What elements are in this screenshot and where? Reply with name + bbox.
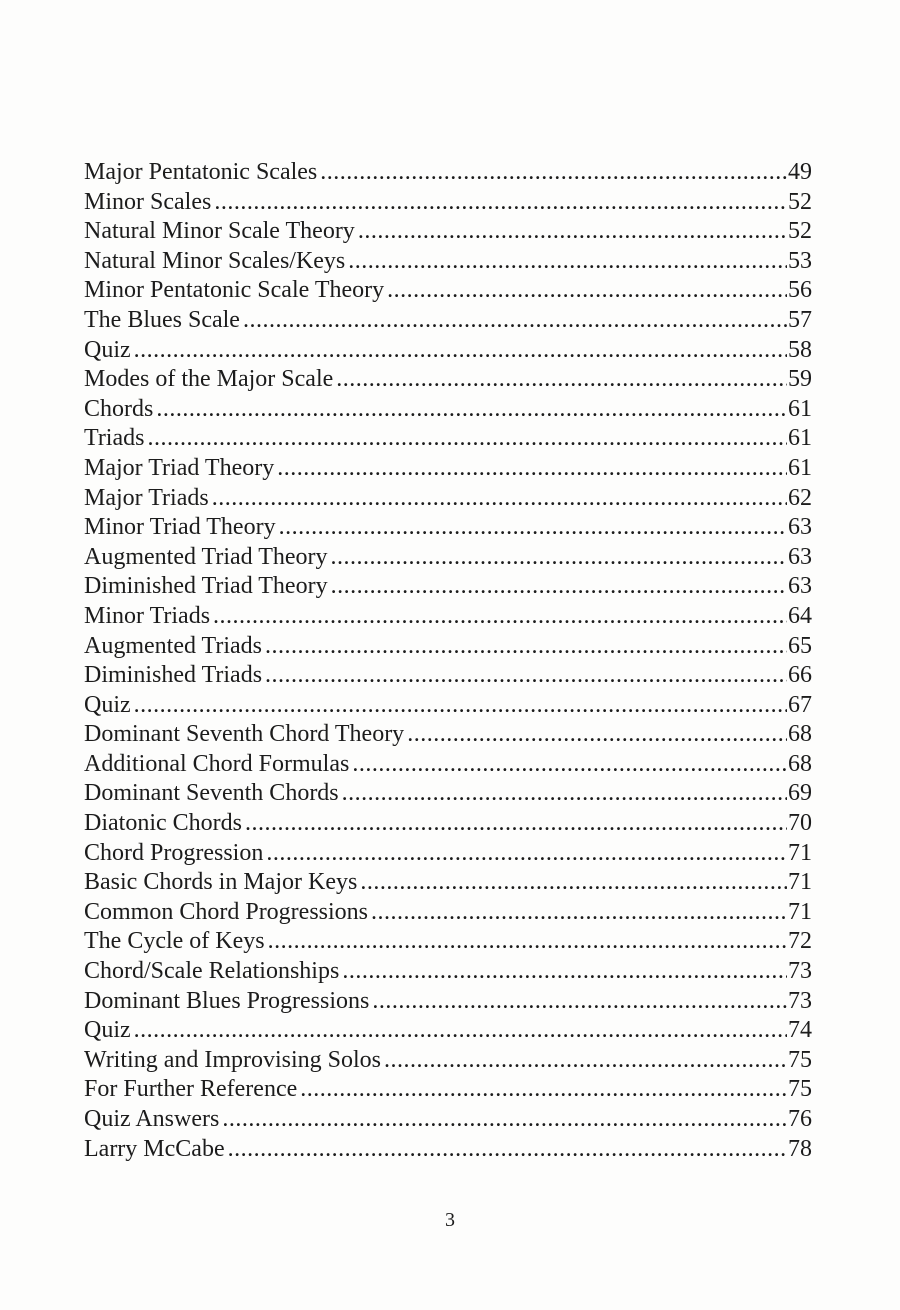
dot-leader — [266, 839, 787, 869]
toc-entry — [84, 543, 812, 573]
toc-entry-title: Major Pentatonic Scales — [84, 159, 318, 185]
dot-leader — [336, 365, 787, 395]
dot-leader — [407, 720, 787, 750]
toc-entry — [84, 868, 812, 898]
dot-leader — [279, 513, 787, 543]
toc-entry-page: 71 — [788, 839, 812, 866]
toc-entry — [84, 691, 812, 721]
toc-entry-title: Minor Pentatonic Scale Theory — [84, 277, 385, 304]
dot-leader — [320, 158, 787, 188]
toc-entry-title: Modes of the Major Scale — [84, 366, 334, 393]
toc-entry-page: 71 — [788, 898, 812, 925]
dot-leader — [265, 632, 787, 662]
toc-entry — [84, 306, 812, 336]
toc-entry — [84, 839, 812, 869]
toc-entry — [84, 927, 812, 957]
toc-entry-title: Major Triad Theory — [84, 454, 275, 481]
toc-entry-title: Major Triads — [84, 484, 209, 511]
toc-entry-title: Common Chord Progressions — [84, 898, 369, 925]
toc-entry-page: 61 — [788, 454, 812, 481]
toc-entry-title: Quiz — [84, 691, 131, 718]
toc-entry-page: 63 — [788, 573, 812, 600]
toc-entry-title: Natural Minor Scale Theory — [84, 218, 355, 245]
toc-entry — [84, 987, 812, 1017]
toc-entry-page: 62 — [788, 484, 812, 511]
toc-entry-page: 75 — [788, 1046, 812, 1073]
toc-entry — [84, 1046, 812, 1076]
toc-entry-page: 73 — [788, 987, 812, 1014]
dot-leader — [156, 395, 787, 425]
toc-entry-title: Basic Chords in Major Keys — [84, 869, 358, 896]
toc-entry — [84, 572, 812, 602]
toc-entry-page: 63 — [788, 514, 812, 541]
toc-entry-title: Triads — [84, 425, 145, 452]
toc-entry-page: 76 — [788, 1106, 812, 1132]
toc-entry-title: Diminished Triad Theory — [84, 573, 328, 600]
dot-leader — [342, 957, 787, 987]
toc-entry-title: Quiz — [84, 336, 131, 363]
dot-leader — [134, 691, 787, 721]
toc-entry-title: Additional Chord Formulas — [84, 750, 350, 777]
toc-entry — [84, 632, 812, 662]
toc-entry — [84, 720, 812, 750]
toc-entry — [84, 1135, 812, 1165]
toc-entry-page: 68 — [788, 721, 812, 748]
toc-entry-page: 69 — [788, 780, 812, 807]
dot-leader — [342, 779, 787, 809]
toc-entry-page: 70 — [788, 810, 812, 837]
toc-entry-title: Chord Progression — [84, 839, 264, 866]
toc-entry-title: Minor Scales — [84, 188, 212, 215]
toc-entry-title: Minor Triads — [84, 602, 211, 629]
toc-entry-title: Chord/Scale Relationships — [84, 958, 340, 985]
toc-entry-title: Dominant Seventh Chords — [84, 780, 339, 807]
toc-entry-page: 71 — [788, 869, 812, 896]
toc-entry-title: Natural Minor Scales/Keys — [84, 247, 346, 274]
toc-entry-page: 58 — [788, 336, 812, 363]
toc-entry-page: 73 — [788, 958, 812, 985]
toc-entry — [84, 602, 812, 632]
dot-leader — [245, 809, 787, 839]
dot-leader — [371, 898, 787, 928]
toc-entry-page: 67 — [788, 691, 812, 718]
toc-entry-page: 68 — [788, 750, 812, 777]
toc-entry — [84, 484, 812, 514]
dot-leader — [214, 188, 787, 218]
dot-leader — [243, 306, 787, 336]
toc-entry — [84, 809, 812, 839]
toc-entry — [84, 779, 812, 809]
dot-leader — [134, 1016, 787, 1046]
toc-entry-title: Augmented Triads — [84, 632, 263, 659]
dot-leader — [358, 217, 787, 247]
toc-entry — [84, 424, 812, 454]
table-of-contents — [84, 158, 812, 1164]
toc-entry — [84, 957, 812, 987]
toc-entry-page: 59 — [788, 366, 812, 393]
toc-entry-page: 61 — [788, 425, 812, 452]
toc-entry-title: Quiz Answers — [84, 1106, 220, 1132]
toc-entry-page: 72 — [788, 928, 812, 955]
toc-entry-page: 56 — [788, 277, 812, 304]
dot-leader — [147, 424, 787, 454]
toc-entry-page: 78 — [788, 1135, 812, 1162]
dot-leader — [213, 602, 787, 632]
toc-entry — [84, 661, 812, 691]
toc-entry — [84, 188, 812, 218]
toc-entry-title: Larry McCabe — [84, 1135, 225, 1162]
toc-entry-title: Augmented Triad Theory — [84, 543, 328, 570]
toc-entry-title: Quiz — [84, 1017, 131, 1044]
toc-entry-title: Minor Triad Theory — [84, 514, 276, 541]
dot-leader — [268, 927, 787, 957]
toc-entry-page: 52 — [788, 218, 812, 245]
toc-entry-page: 57 — [788, 306, 812, 333]
dot-leader — [372, 987, 787, 1017]
toc-entry-title: For Further Reference — [84, 1076, 298, 1103]
dot-leader — [348, 247, 787, 277]
toc-entry-page: 49 — [788, 159, 812, 185]
toc-entry — [84, 898, 812, 928]
toc-entry-page: 65 — [788, 632, 812, 659]
toc-entry-title: Diatonic Chords — [84, 810, 242, 837]
toc-entry-title: The Blues Scale — [84, 306, 240, 333]
toc-entry-title: Diminished Triads — [84, 662, 263, 689]
dot-leader — [360, 868, 787, 898]
toc-entry-page: 53 — [788, 247, 812, 274]
toc-entry — [84, 1075, 812, 1105]
toc-entry — [84, 454, 812, 484]
toc-entry-page: 66 — [788, 662, 812, 689]
toc-entry-title: Chords — [84, 395, 154, 422]
toc-entry — [84, 1105, 812, 1135]
toc-entry — [84, 336, 812, 366]
dot-leader — [331, 543, 787, 573]
dot-leader — [331, 572, 787, 602]
toc-entry — [84, 217, 812, 247]
toc-entry-page: 63 — [788, 543, 812, 570]
toc-entry — [84, 750, 812, 780]
page-number: 3 — [445, 1209, 455, 1231]
toc-entry-page: 75 — [788, 1076, 812, 1103]
toc-entry-page: 61 — [788, 395, 812, 422]
dot-leader — [352, 750, 787, 780]
toc-entry — [84, 513, 812, 543]
toc-entry-title: The Cycle of Keys — [84, 928, 265, 955]
toc-entry — [84, 276, 812, 306]
dot-leader — [277, 454, 787, 484]
toc-entry — [84, 247, 812, 277]
dot-leader — [212, 484, 787, 514]
toc-entry — [84, 365, 812, 395]
toc-entry — [84, 158, 812, 188]
toc-entry-page: 74 — [788, 1017, 812, 1044]
dot-leader — [300, 1075, 787, 1105]
toc-entry-page: 64 — [788, 602, 812, 629]
toc-entry-title: Dominant Seventh Chord Theory — [84, 721, 405, 748]
toc-entry — [84, 1016, 812, 1046]
dot-leader — [222, 1105, 787, 1135]
dot-leader — [228, 1135, 787, 1165]
dot-leader — [134, 336, 787, 366]
dot-leader — [384, 1046, 787, 1076]
toc-entry — [84, 395, 812, 425]
toc-entry-page: 52 — [788, 188, 812, 215]
toc-entry-title: Writing and Improvising Solos — [84, 1046, 382, 1073]
toc-entry-title: Dominant Blues Progressions — [84, 987, 370, 1014]
dot-leader — [387, 276, 787, 306]
dot-leader — [265, 661, 787, 691]
